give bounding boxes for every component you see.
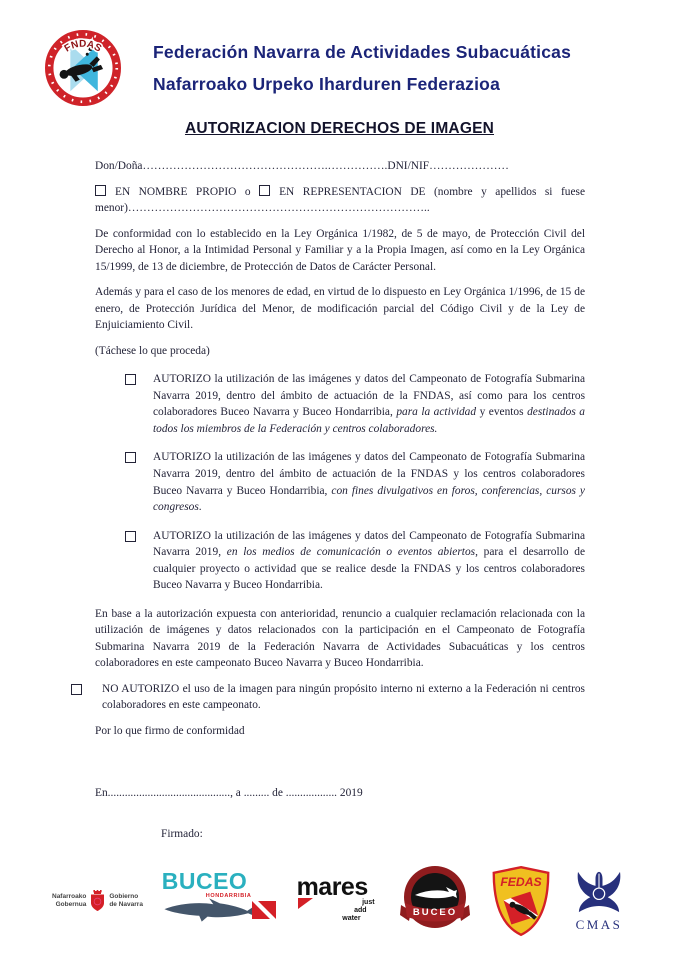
checkbox-autorizo-3[interactable]: [125, 531, 136, 542]
signature-label: Firmado:: [161, 827, 203, 840]
fndas-federation-logo-icon: [45, 30, 121, 106]
mares-red-triangle-icon: [298, 898, 313, 909]
gobierno-navarra-text-eu: Nafarroako Gobernua: [52, 892, 87, 908]
dive-flag-icon: [252, 901, 276, 919]
tachese-note: (Táchese lo que proceda): [95, 344, 210, 357]
shark-icon: [162, 897, 258, 923]
authorization-item-1: [125, 371, 585, 437]
checkbox-autorizo-2[interactable]: [125, 452, 136, 463]
auth2-seg3: .: [198, 501, 202, 514]
gobierno-navarra-text-es: Gobierno de Navarra: [109, 892, 143, 908]
mares-tagline: just add water: [342, 899, 375, 923]
svg-text:FEDAS: FEDAS: [500, 874, 542, 889]
checkbox-representacion[interactable]: [259, 185, 270, 196]
authorization-item-2: [125, 449, 585, 515]
auth1-seg2-italic: para la actividad: [396, 406, 477, 419]
logo-mares: [297, 875, 381, 927]
date-fill-line: En..........................................., a ......... de .................. 2019: [95, 787, 363, 800]
header: [45, 30, 639, 106]
footer-logos: [0, 856, 679, 946]
authorization-item-2-text: [153, 449, 585, 515]
authorization-item-3: [125, 528, 585, 594]
document-body: [95, 158, 585, 842]
logo-gobierno-de-navarra: [52, 890, 143, 912]
auth3-seg3: , para el desarrollo de cualquier proyecto o actividad que se realice desde la FNDAS y los centros colaboradores Buceo Navarra y Buceo Hondarribia.: [153, 546, 586, 592]
capacity-line: [95, 184, 585, 217]
paragraph-ley-organica: De conformidad con lo establecido en la Ley Orgánica 1/1982, de 5 de mayo, de Protección Civil del Derecho al Honor, a la Intimidad Personal y Familiar y a la Propia Imagen, así como en la Ley Orgánica 15/1999, de 13 de diciembre, de Protección de Datos de Carácter Personal.: [95, 227, 585, 273]
mares-wordmark: mares: [296, 873, 368, 901]
nombre-propio-label: EN NOMBRE PROPIO o: [115, 185, 251, 198]
navarra-shield-icon: [89, 890, 106, 912]
buceo-hondarribia-subtext: HONDARRIBIA: [205, 893, 252, 899]
auth3-seg2-italic: en los medios de comunicación o eventos abiertos: [226, 546, 476, 559]
authorization-item-3-text: [153, 528, 585, 594]
don-dona-line: Don/Doña………………………………………….…………….DNI/NIF…………………: [95, 160, 509, 172]
logo-buceo-hondarribia: [162, 870, 278, 932]
auth1-seg3: y eventos: [476, 406, 528, 419]
logo-fedas: [490, 865, 552, 937]
buceo-hondarribia-wordmark: BUCEO: [161, 868, 248, 894]
auth3-seg1: AUTORIZO la utilización de las imágenes y datos del Campeonato de Fotografía Submarina Navarra 2019,: [153, 529, 585, 559]
checkbox-autorizo-1[interactable]: [125, 374, 136, 385]
auth1-seg1: AUTORIZO la utilización de las imágenes y datos del Campeonato de Fotografía Submarina Navarra 2019, dentro del ámbito de actuación de la FNDAS, así como para los centros colaboradores Buceo Navarra y Buceo Hondarribia,: [153, 373, 585, 419]
logo-buceo-round: [399, 863, 471, 939]
representacion-label: EN REPRESENTACION DE (nombre y apellidos si fuese menor)……………………………………………………………………..: [95, 185, 585, 215]
federation-titles: [153, 30, 571, 101]
federation-title-eu: Nafarroako Urpeko Iharduren Federazioa: [153, 74, 501, 95]
federation-title-es: Federación Navarra de Actividades Subacuáticas: [153, 42, 572, 62]
no-authorization-item: [71, 681, 585, 714]
svg-text:FNDAS: FNDAS: [62, 38, 104, 55]
conformity-line: Por lo que firmo de conformidad: [95, 724, 245, 737]
logo-cmas: [571, 869, 627, 933]
paragraph-menores: Además y para el caso de los menores de edad, en virtud de lo dispuesto en Ley Orgánica 1/1996, de 15 de enero, de Protección Jurídica del Menor, de modificación parcial del Código Civil y de la Ley de Enjuiciamiento Civil.: [95, 286, 585, 332]
svg-text:BUCEO: BUCEO: [413, 907, 458, 918]
paragraph-renuncia: En base a la autorización expuesta con anterioridad, renuncio a cualquier reclamación relacionada con la utilización de imágenes y datos relacionados con la participación en el Campeonato de Fotografía Submarina Navarra 2019 de la Federación Navarra de Actividades Subacuáticas y los centros colaboradores en este campeonato Buceo Navarra y Buceo Hondarribia.: [95, 607, 585, 670]
checkbox-no-autorizo[interactable]: [71, 684, 82, 695]
cmas-emblem-icon: [571, 869, 627, 915]
auth2-seg1: AUTORIZO la utilización de las imágenes y datos del Campeonato de Fotografía Submarina Navarra 2019, dentro del ámbito de actuación de la FNDAS y los centros colaboradores Buceo Navarra y Buceo Hondarribia,: [153, 451, 585, 497]
auth2-seg2-italic: con fines divulgativos en foros, conferencias, cursos y congresos: [153, 484, 585, 514]
authorization-item-1-text: [153, 371, 585, 437]
page-title: AUTORIZACION DERECHOS DE IMAGEN: [184, 120, 495, 137]
no-authorization-text: NO AUTORIZO el uso de la imagen para ningún propósito interno ni externo a la Federación ni centros colaboradores en este campeonato.: [102, 682, 585, 712]
auth1-seg4-italic: destinados a todos los miembros de la Federación y centros colaboradores.: [153, 406, 585, 435]
checkbox-nombre-propio[interactable]: [95, 185, 106, 196]
cmas-wordmark: CMAS: [575, 917, 623, 932]
